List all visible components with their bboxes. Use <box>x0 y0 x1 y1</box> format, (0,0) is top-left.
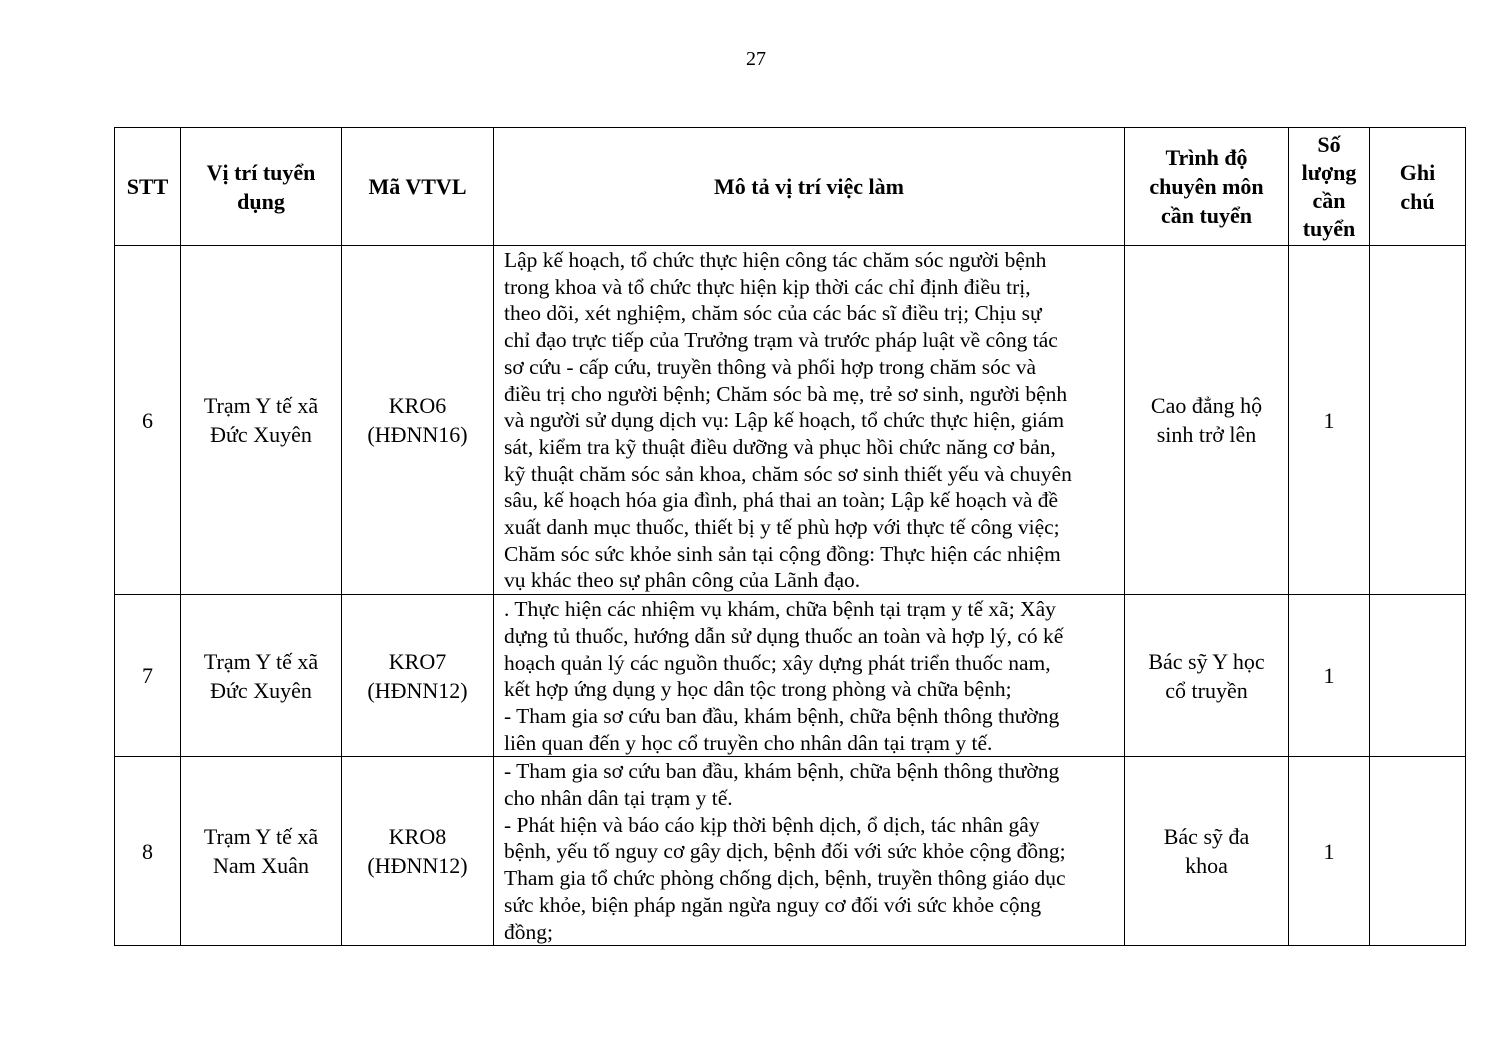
description-line: - Tham gia sơ cứu ban đầu, khám bệnh, chữa bệnh thông thường <box>504 759 1060 784</box>
header-qualification-line: Trình độ <box>1165 145 1248 170</box>
header-note-line: Ghi <box>1399 159 1436 185</box>
description-line: Chăm sóc sức khỏe sinh sản tại cộng đồng: Thực hiện các nhiệm <box>504 541 1061 566</box>
description-line: sát, kiểm tra kỹ thuật điều dưỡng và phục hồi chức năng cơ bản, <box>504 434 1056 459</box>
row-description <box>494 595 1125 757</box>
row-position <box>181 757 342 946</box>
row-position <box>181 246 342 595</box>
header-qualification-line: cần tuyển <box>1160 203 1253 228</box>
row-position-line: Nam Xuân <box>213 853 309 879</box>
header-quantity-line: tuyển <box>1302 215 1356 241</box>
row-stt: 8 <box>115 757 181 946</box>
row-description <box>494 757 1125 946</box>
description-line: sơ cứu - cấp cứu, truyền thông và phối hợp trong chăm sóc và <box>504 354 1037 379</box>
header-position-line: Vị trí tuyển <box>206 159 316 185</box>
row-note <box>1370 757 1466 946</box>
header-quantity <box>1289 128 1370 246</box>
header-position-line: dụng <box>237 188 285 214</box>
description-line: Lập kế hoạch, tổ chức thực hiện công tác chăm sóc người bệnh <box>504 248 1047 272</box>
description-line: cho nhân dân tại trạm y tế. <box>504 786 733 811</box>
row-qualification-line: Bác sỹ Y học <box>1148 648 1265 674</box>
description-line: - Phát hiện và báo cáo kịp thời bệnh dịch, ổ dịch, tác nhân gây <box>504 812 1040 837</box>
description-line: đồng; <box>504 919 553 944</box>
recruitment-table <box>114 127 1466 946</box>
description-line: điều trị cho người bệnh; Chăm sóc bà mẹ, trẻ sơ sinh, người bệnh <box>504 381 1068 406</box>
row-qualification <box>1125 757 1289 946</box>
header-qualification-line: chuyên môn <box>1149 174 1264 199</box>
row-note <box>1370 595 1466 757</box>
description-line: và người sử dụng dịch vụ: Lập kế hoạch, tổ chức thực hiện, giám <box>504 408 1065 433</box>
row-description <box>494 246 1125 595</box>
row-quantity: 1 <box>1289 595 1370 757</box>
description-line: chỉ đạo trực tiếp của Trưởng trạm và trước pháp luật về công tác <box>504 328 1058 353</box>
table-row <box>115 246 1466 595</box>
header-quantity-line: cần <box>1312 187 1346 213</box>
row-stt: 6 <box>115 246 181 595</box>
row-code-line: (HĐNN12) <box>367 677 468 703</box>
row-position-line: Trạm Y tế xã <box>203 648 319 674</box>
header-position <box>181 128 342 246</box>
row-qualification-line: khoa <box>1185 853 1228 879</box>
description-line: trong khoa và tổ chức thực hiện kịp thời các chỉ định điều trị, <box>504 274 1031 299</box>
row-code-line: KRO8 <box>388 824 447 850</box>
description-line: kỹ thuật chăm sóc sản khoa, chăm sóc sơ sinh thiết yếu và chuyên <box>504 461 1072 486</box>
header-code: Mã VTVL <box>342 128 494 246</box>
header-qualification <box>1125 128 1289 246</box>
row-code-line: KRO7 <box>388 648 447 674</box>
header-row <box>115 128 1466 246</box>
table-row <box>115 757 1466 946</box>
description-line: sâu, kế hoạch hóa gia đình, phá thai an toàn; Lập kế hoạch và đề <box>504 488 1059 513</box>
header-stt: STT <box>115 128 181 246</box>
row-qualification <box>1125 246 1289 595</box>
row-code-line: KRO6 <box>388 393 447 419</box>
description-line: Tham gia tổ chức phòng chống dịch, bệnh, truyền thông giáo dục <box>504 866 1066 891</box>
row-qualification <box>1125 595 1289 757</box>
description-line: liên quan đến y học cổ truyền cho nhân dân tại trạm y tế. <box>504 730 993 755</box>
row-position-line: Trạm Y tế xã <box>203 824 319 850</box>
row-quantity: 1 <box>1289 246 1370 595</box>
description-line: . Thực hiện các nhiệm vụ khám, chữa bệnh tại trạm y tế xã; Xây <box>504 597 1056 622</box>
row-code <box>342 246 494 595</box>
header-description: Mô tả vị trí việc làm <box>494 128 1125 246</box>
row-position-line: Trạm Y tế xã <box>203 393 319 419</box>
row-position-line: Đức Xuyên <box>210 422 312 448</box>
description-line: vụ khác theo sự phân công của Lãnh đạo. <box>504 568 861 593</box>
row-qualification-line: cổ truyền <box>1165 677 1248 703</box>
header-quantity-line: lượng <box>1301 159 1357 185</box>
row-position-line: Đức Xuyên <box>210 677 312 703</box>
row-code-line: (HĐNN12) <box>367 853 468 879</box>
description-line: sức khỏe, biện pháp ngăn ngừa nguy cơ đối với sức khỏe cộng <box>504 892 1042 917</box>
row-code <box>342 595 494 757</box>
row-position <box>181 595 342 757</box>
row-note <box>1370 246 1466 595</box>
description-line: kết hợp ứng dụng y học dân tộc trong phòng và chữa bệnh; <box>504 677 1012 702</box>
description-line: - Tham gia sơ cứu ban đầu, khám bệnh, chữa bệnh thông thường <box>504 703 1060 728</box>
row-qualification-line: Cao đẳng hộ <box>1150 393 1263 419</box>
description-line: dựng tủ thuốc, hướng dẫn sử dụng thuốc an toàn và hợp lý, có kế <box>504 623 1064 648</box>
row-qualification-line: sinh trở lên <box>1156 422 1257 448</box>
row-stt: 7 <box>115 595 181 757</box>
page-number: 27 <box>746 48 766 70</box>
table-row <box>115 595 1466 757</box>
description-line: bệnh, yếu tố nguy cơ gây dịch, bệnh đối với sức khỏe cộng đồng; <box>504 839 1066 864</box>
header-quantity-line: Số <box>1317 131 1341 157</box>
row-quantity: 1 <box>1289 757 1370 946</box>
row-qualification-line: Bác sỹ đa <box>1163 824 1250 850</box>
row-code-line: (HĐNN16) <box>367 422 468 448</box>
header-note-line: chú <box>1400 188 1435 214</box>
description-line: hoạch quản lý các nguồn thuốc; xây dựng phát triển thuốc nam, <box>504 650 1051 675</box>
description-line: theo dõi, xét nghiệm, chăm sóc của các bác sĩ điều trị; Chịu sự <box>504 301 1042 326</box>
row-code <box>342 757 494 946</box>
header-note <box>1370 128 1466 246</box>
description-line: xuất danh mục thuốc, thiết bị y tế phù hợp với thực tế công việc; <box>504 515 1060 540</box>
